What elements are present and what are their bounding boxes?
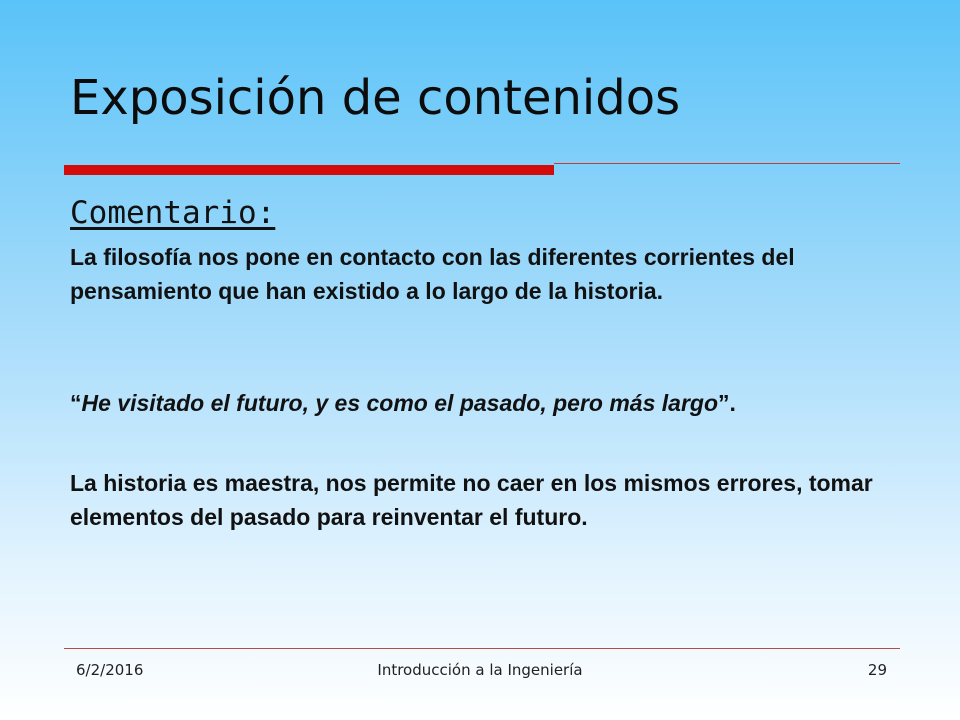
footer-page-number: 29 — [867, 661, 887, 679]
footer-course: Introducción a la Ingeniería — [377, 661, 583, 679]
paragraph-history: La historia es maestra, nos permite no caer en los mismos errores, tomar elementos del pasado para reinventar el futuro. — [70, 470, 873, 530]
slide-title: Exposición de contenidos — [70, 70, 681, 126]
comment-heading: Comentario: — [70, 195, 276, 231]
footer-rule — [64, 648, 900, 649]
footer-date: 6/2/2016 — [76, 661, 144, 679]
title-accent-rule — [64, 165, 554, 175]
quote — [70, 386, 900, 420]
quote-close-mark: ”. — [718, 390, 736, 416]
paragraph-philosophy: La filosofía nos pone en contacto con las diferentes corrientes del pensamiento que han existido a lo largo de la historia. — [70, 244, 795, 304]
quote-text: He visitado el futuro, y es como el pasado, pero más largo — [81, 390, 719, 416]
title-thin-rule — [554, 163, 900, 164]
quote-open-mark: “ — [70, 390, 82, 416]
